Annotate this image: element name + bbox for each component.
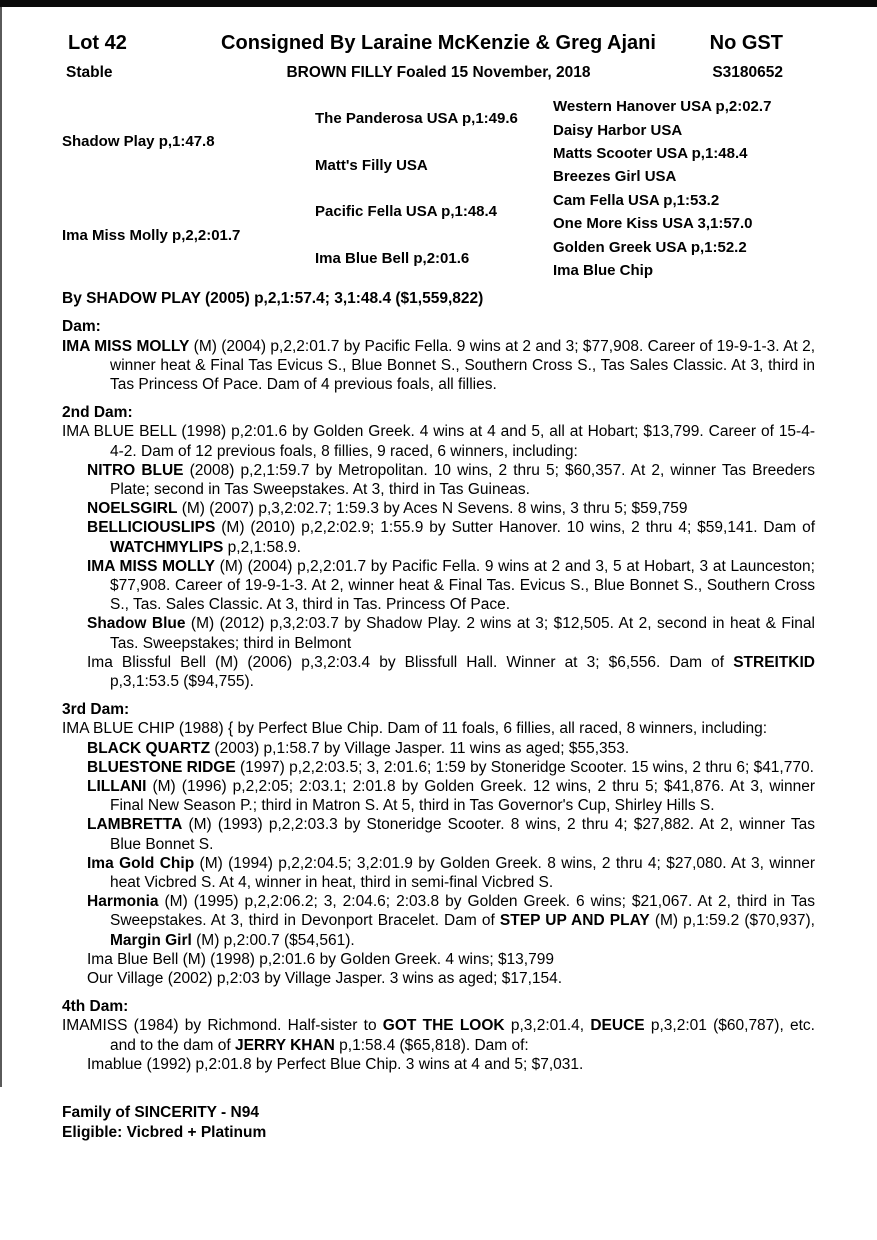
pedigree-paragraph: BLACK QUARTZ (2003) p,1:58.7 by Village Jasper. 11 wins as aged; $55,353. xyxy=(87,739,630,757)
pedigree-paragraph: Shadow Blue (M) (2012) p,3,2:03.7 by Shadow Play. 2 wins at 3; $12,505. At 2, second in heat & Final Tas. Sweepstakes; third in Belmont xyxy=(87,615,815,652)
consignor-line: Consigned By Laraine McKenzie & Greg Ajani xyxy=(221,32,656,54)
pedigree-paragraph: LILLANI (M) (1996) p,2,2:05; 2:03.1; 2:01.8 by Golden Greek. 12 wins, 2 thru 5; $41,876. At 3, winner Final New Season P.; third in Matron S. At 5, third in Tas Governor's Cup, Shirley Hills S. xyxy=(87,778,815,815)
pedigree-cell-dam-sire: Pacific Fella USA p,1:48.4 xyxy=(315,203,498,221)
pedigree-cell-sire-dam: Matt's Filly USA xyxy=(315,156,428,174)
pedigree-cell-sire-sire-dam: Daisy Harbor USA xyxy=(553,121,683,139)
pedigree-cell-dam-sire-dam: One More Kiss USA 3,1:57.0 xyxy=(553,215,753,233)
family-line: Family of SINCERITY - N94 xyxy=(62,1104,259,1121)
gst-status: No GST xyxy=(709,32,783,54)
pedigree-bracket-table xyxy=(62,95,815,282)
pedigree-paragraph: Our Village (2002) p,2:03 by Village Jasper. 3 wins as aged; $17,154. xyxy=(87,970,563,988)
pedigree-paragraph: NITRO BLUE (2008) p,2,1:59.7 by Metropolitan. 10 wins, 2 thru 5; $60,357. At 2, winner Tas Breeders Plate; second in Tas Sweepstakes. At 3, third in Tas Guineas. xyxy=(87,461,816,498)
pedigree-paragraph: IMAMISS (1984) by Richmond. Half-sister to GOT THE LOOK p,3,2:01.4, DEUCE p,3,2:01 ($60,787), etc. and to the dam of JERRY KHAN p,1:58.4 ($65,818). Dam of: xyxy=(62,1017,815,1054)
pedigree-cell-dam: Ima Miss Molly p,2,2:01.7 xyxy=(62,226,241,244)
pedigree-cell-sire-dam-dam: Breezes Girl USA xyxy=(553,168,677,186)
pedigree-cell-dam-sire-sire: Cam Fella USA p,1:53.2 xyxy=(553,191,720,209)
stable-label: Stable xyxy=(66,64,113,81)
pedigree-cell-sire-sire-sire: Western Hanover USA p,2:02.7 xyxy=(553,98,772,116)
page-header xyxy=(62,31,815,82)
eligibility-line: Eligible: Vicbred + Platinum xyxy=(62,1123,267,1141)
pedigree-paragraph: Ima Blue Bell (M) (1998) p,2:01.6 by Golden Greek. 4 wins; $13,799 xyxy=(87,950,554,968)
pedigree-paragraph: NOELSGIRL (M) (2007) p,3,2:02.7; 1:59.3 by Aces N Sevens. 8 wins, 3 thru 5; $59,759 xyxy=(87,500,688,518)
pedigree-cell-sire: Shadow Play p,1:47.8 xyxy=(62,133,215,151)
dam-section-heading: 2nd Dam: xyxy=(62,404,133,422)
scan-top-bar xyxy=(0,0,877,7)
pedigree-paragraph: BLUESTONE RIDGE (1997) p,2,2:03.5; 3, 2:01.6; 1:59 by Stoneridge Scooter. 15 wins, 2 thru 6; $41,770. xyxy=(87,758,814,776)
pedigree-paragraph: IMA BLUE CHIP (1988) { by Perfect Blue Chip. Dam of 11 foals, 6 fillies, all raced, 8 winners, including: xyxy=(62,720,768,738)
pedigree-cell-dam-dam-sire: Golden Greek USA p,1:52.2 xyxy=(553,238,747,256)
pedigree-cell-sire-dam-sire: Matts Scooter USA p,1:48.4 xyxy=(553,144,748,162)
pedigree-cell-dam-dam-dam: Ima Blue Chip xyxy=(553,261,654,279)
dam-section-heading: Dam: xyxy=(62,318,101,336)
pedigree-paragraph: Ima Gold Chip (M) (1994) p,2,2:04.5; 3,2:01.9 by Golden Greek. 8 wins, 2 thru 4; $27,080. At 3, winner heat Vicbred S. At 4, winner in heat, third in semi-final Vicbred S. xyxy=(87,854,815,892)
page-footer xyxy=(62,1103,266,1142)
header-row-2 xyxy=(62,64,815,82)
pedigree-cell-sire-sire: The Panderosa USA p,1:49.6 xyxy=(315,109,518,127)
pedigree-paragraph: Ima Blissful Bell (M) (2006) p,3,2:03.4 by Blissfull Hall. Winner at 3; $6,556. Dam of STREITKID p,3,1:53.5 ($94,755). xyxy=(87,653,815,690)
pedigree-paragraph: LAMBRETTA (M) (1993) p,2,2:03.3 by Stoneridge Scooter. 8 wins, 2 thru 4; $27,882. At 2, winner Tas Blue Bonnet S. xyxy=(87,816,815,853)
registration-number: S3180652 xyxy=(712,64,783,81)
scan-left-edge-line xyxy=(0,7,2,1087)
dam-section-heading: 3rd Dam: xyxy=(62,701,130,719)
dam-section-heading: 4th Dam: xyxy=(62,998,129,1016)
pedigree-paragraph: IMA BLUE BELL (1998) p,2:01.6 by Golden Greek. 4 wins at 4 and 5, all at Hobart; $13,799. Career of 15-4-4-2. Dam of 12 previous foals, 8 fillies, 9 raced, 6 winners, including: xyxy=(62,423,815,460)
pedigree-cell-dam-dam: Ima Blue Bell p,2:01.6 xyxy=(315,250,470,268)
pedigree-paragraph: IMA MISS MOLLY (M) (2004) p,2,2:01.7 by Pacific Fella. 9 wins at 2 and 3; $77,908. Career of 19-9-1-3. At 2, winner heat & Final Tas Evicus S., Blue Bonnet S., Southern Cross S., Tas Sales Classic. At 3, third in Tas Princess Of Pace. Dam of 4 previous foals, all fillies. xyxy=(62,337,816,393)
header-row-1 xyxy=(62,31,815,55)
pedigree-text-sections xyxy=(62,317,815,1074)
pedigree-paragraph: BELLICIOUSLIPS (M) (2010) p,2,2:02.9; 1:55.9 by Sutter Hanover. 10 wins, 2 thru 4; $59,141. Dam of WATCHMYLIPS p,2,1:58.9. xyxy=(87,519,815,556)
lot-number: Lot 42 xyxy=(68,32,127,54)
pedigree-paragraph: Imablue (1992) p,2:01.8 by Perfect Blue Chip. 3 wins at 4 and 5; $7,031. xyxy=(87,1055,584,1073)
sire-summary-line: By SHADOW PLAY (2005) p,2,1:57.4; 3,1:48.4 ($1,559,822) xyxy=(62,290,484,308)
catalogue-page xyxy=(62,7,815,1074)
pedigree-paragraph: IMA MISS MOLLY (M) (2004) p,2,2:01.7 by Pacific Fella. 9 wins at 2 and 3, 5 at Hobart, 3 at Launceston; $77,908. Career of 19-9-1-3. At 2, winner heat & Final Tas. Evicus S., Blue Bonnet S., Southern Cross S., Tas. Sales Classic. At 3, third in Tas. Princess Of Pace. xyxy=(87,557,815,614)
foaling-description: BROWN FILLY Foaled 15 November, 2018 xyxy=(286,64,591,81)
pedigree-paragraph: Harmonia (M) (1995) p,2,2:06.2; 3, 2:04.6; 2:03.8 by Golden Greek. 6 wins; $21,067. At 2, third in Tas Sweepstakes. At 3, third in Devonport Bracelet. Dam of STEP UP AND PLAY (M) p,1:59.2 ($70,937), Margin Girl (M) p,2:00.7 ($54,561). xyxy=(87,893,815,949)
